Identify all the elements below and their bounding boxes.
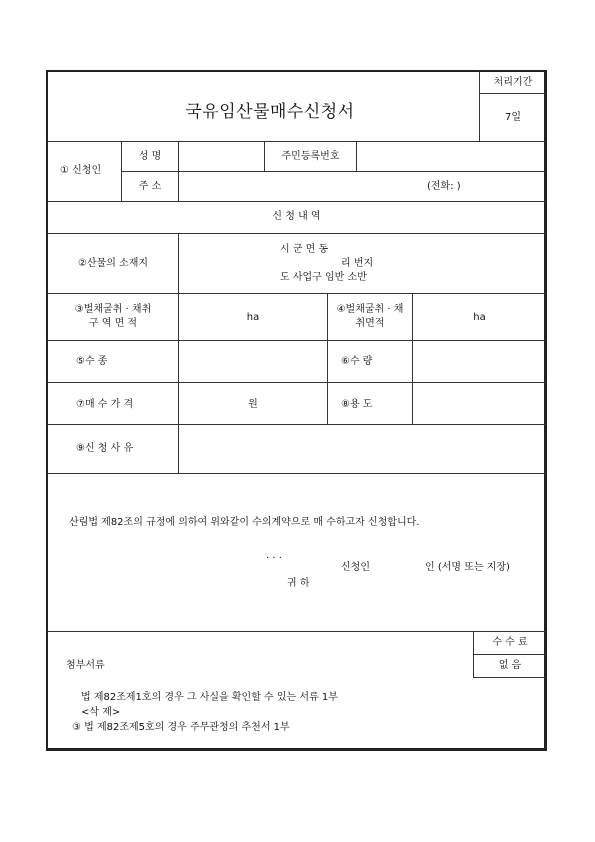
- harvest-area-label-2: 구 역 면 적: [88, 318, 138, 329]
- location-line3: 도 사업구 임반 소반: [280, 272, 367, 283]
- applicant-sign-label: 신청인: [341, 562, 370, 573]
- use-label: ⑧용 도: [341, 399, 373, 410]
- processing-period-value: 7일: [504, 112, 522, 123]
- seal-label: 인 (서명 또는 지장): [425, 562, 510, 573]
- divider: [47, 201, 546, 202]
- price-label: ⑦매 수 가 격: [76, 399, 134, 410]
- name-label: 성 명: [138, 151, 162, 162]
- harvest-area-unit[interactable]: ha: [246, 312, 260, 323]
- divider: [47, 233, 546, 234]
- divider: [121, 171, 546, 172]
- location-label: ②산물의 소재지: [77, 258, 149, 269]
- form-title: 국유임산물매수신청서: [185, 102, 355, 122]
- fee-value: 없 음: [498, 660, 522, 671]
- harvest-area2-label: ④벌채굴취 · 채: [336, 304, 404, 315]
- divider: [47, 340, 546, 341]
- attachment-item: ③ 법 제82조제5호의 경우 주무관청의 추천서 1부: [72, 722, 290, 733]
- rrn-label: 주민등록번호: [281, 151, 340, 162]
- details-header: 신 청 내 역: [272, 211, 321, 222]
- date-line[interactable]: . . .: [266, 550, 282, 561]
- divider: [47, 424, 546, 425]
- attachments-label: 첨부서류: [66, 660, 105, 671]
- divider: [356, 141, 357, 171]
- divider: [47, 293, 546, 294]
- location-line1: 시 군 면 동: [280, 244, 329, 255]
- price-unit[interactable]: 원: [248, 399, 258, 410]
- statement-text: 산림법 제82조의 규정에 의하여 위와같이 수의계약으로 매 수하고자 신청합니다.: [69, 517, 420, 528]
- harvest-area2-label-2: 취면적: [355, 318, 385, 329]
- divider: [47, 631, 546, 632]
- divider: [473, 677, 546, 678]
- address-label: 주 소: [138, 181, 162, 192]
- quantity-label: ⑥수 량: [341, 356, 373, 367]
- fee-label: 수 수 료: [492, 637, 528, 648]
- phone-label: (전화: ): [427, 181, 461, 192]
- location-line2: 리 번지: [341, 258, 374, 269]
- recipient-label: 귀 하: [287, 578, 310, 589]
- harvest-area-label: ③벌채굴취 · 채취: [74, 304, 152, 315]
- divider: [479, 93, 546, 94]
- applicant-section-label: ① 신청인: [60, 165, 102, 176]
- attachment-item: <삭 제>: [81, 707, 121, 718]
- divider: [473, 654, 546, 655]
- attachment-item: 법 제82조제1호의 경우 그 사실을 확인할 수 있는 서류 1부: [81, 692, 338, 703]
- harvest-area2-unit[interactable]: ha: [473, 312, 486, 323]
- divider: [47, 382, 546, 383]
- processing-period-label: 처리기간: [493, 77, 533, 88]
- divider: [178, 233, 179, 473]
- species-label: ⑤수 종: [76, 356, 108, 367]
- reason-label: ⑨신 청 사 유: [76, 443, 134, 454]
- divider: [47, 473, 546, 474]
